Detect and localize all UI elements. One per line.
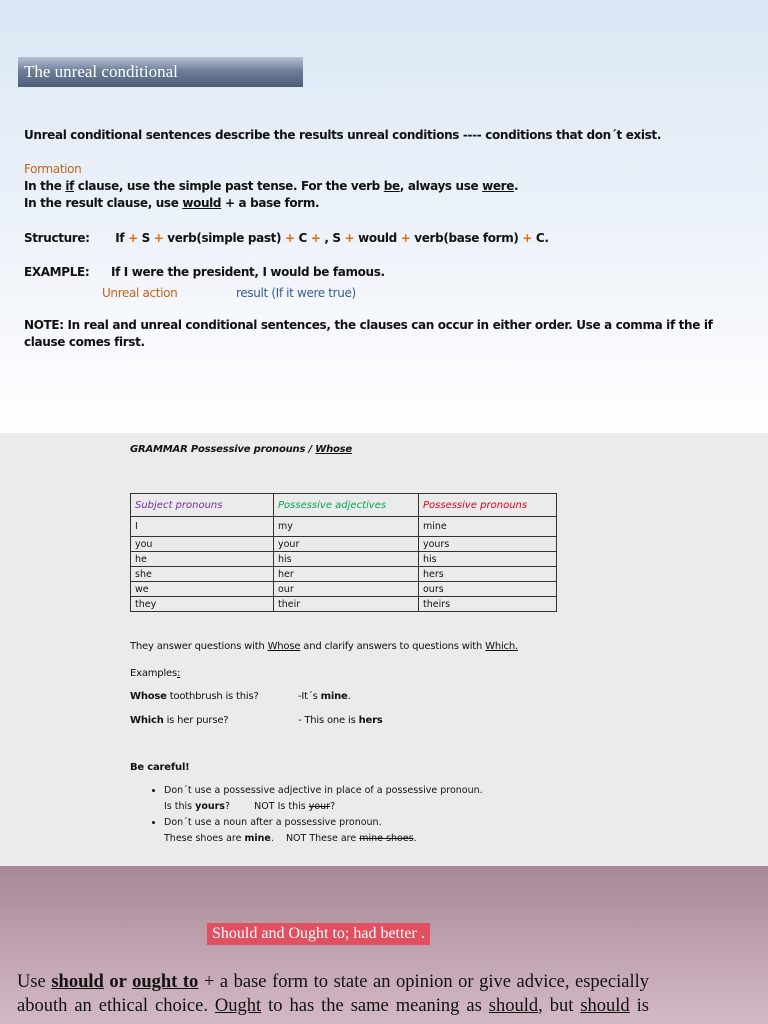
result-label: result (If it were true)	[236, 286, 356, 300]
intro-line: Unreal conditional sentences describe the results unreal conditions ---- conditions that don´t exist.	[24, 128, 662, 142]
example-line: EXAMPLE: If I were the president, I would be famous.	[24, 265, 385, 279]
formation-label: Formation	[24, 162, 82, 176]
header-adjective: Possessive adjectives	[274, 494, 419, 517]
table-row: they their theirs	[131, 597, 557, 612]
list-item: • Don´t use a noun after a possessive pronoun. These shoes are mine. NOT These are mine shoes.	[164, 815, 483, 847]
table-row: he his his	[131, 552, 557, 567]
section-title: The unreal conditional	[18, 57, 303, 87]
careful-list	[142, 783, 483, 847]
example-1-question: Whose toothbrush is this?	[130, 691, 259, 702]
possessive-pronouns-section	[0, 433, 768, 866]
header-subject: Subject pronouns	[131, 494, 274, 517]
should-section-title: Should and Ought to; had better .	[207, 923, 430, 945]
example-1-answer: -It´s mine.	[298, 691, 351, 702]
answer-line: They answer questions with Whose and clarify answers to questions with Which.	[130, 641, 518, 652]
example-2-question: Which is her purse?	[130, 715, 229, 726]
list-item: • Don´t use a possessive adjective in place of a possessive pronoun. Is this yours? NOT Is this your?	[164, 783, 483, 815]
note-line-1: NOTE: In real and unreal conditional sentences, the clauses can occur in either order. Use a comma if the if	[24, 318, 713, 332]
table-row: we our ours	[131, 582, 557, 597]
grammar-heading: GRAMMAR Possessive pronouns / Whose	[130, 444, 352, 455]
table-row: you your yours	[131, 537, 557, 552]
be-careful-label: Be careful!	[130, 762, 190, 773]
unreal-action-label: Unreal action	[102, 286, 178, 300]
note-line-2: clause comes first.	[24, 335, 145, 349]
table-header-row	[131, 494, 557, 517]
unreal-conditional-section	[0, 0, 768, 433]
table-row: I my mine	[131, 517, 557, 537]
should-ought-section	[0, 866, 768, 1024]
table-row: she her hers	[131, 567, 557, 582]
should-body-text: Use should or ought to + a base form to state an opinion or give advice, especially abouth an ethical choice. Ought to has the same meaning as should, but should is	[17, 972, 650, 1016]
structure-line: Structure: If + S + verb(simple past) + C + , S + would + verb(base form) + C.	[24, 231, 549, 245]
if-clause-line: In the if clause, use the simple past tense. For the verb be, always use were.	[24, 179, 519, 193]
examples-label: Examples:	[130, 668, 181, 679]
result-clause-line: In the result clause, use would + a base form.	[24, 196, 320, 210]
example-2-answer: - This one is hers	[298, 715, 383, 726]
pronoun-table	[130, 493, 557, 612]
header-pronoun: Possessive pronouns	[419, 494, 557, 517]
